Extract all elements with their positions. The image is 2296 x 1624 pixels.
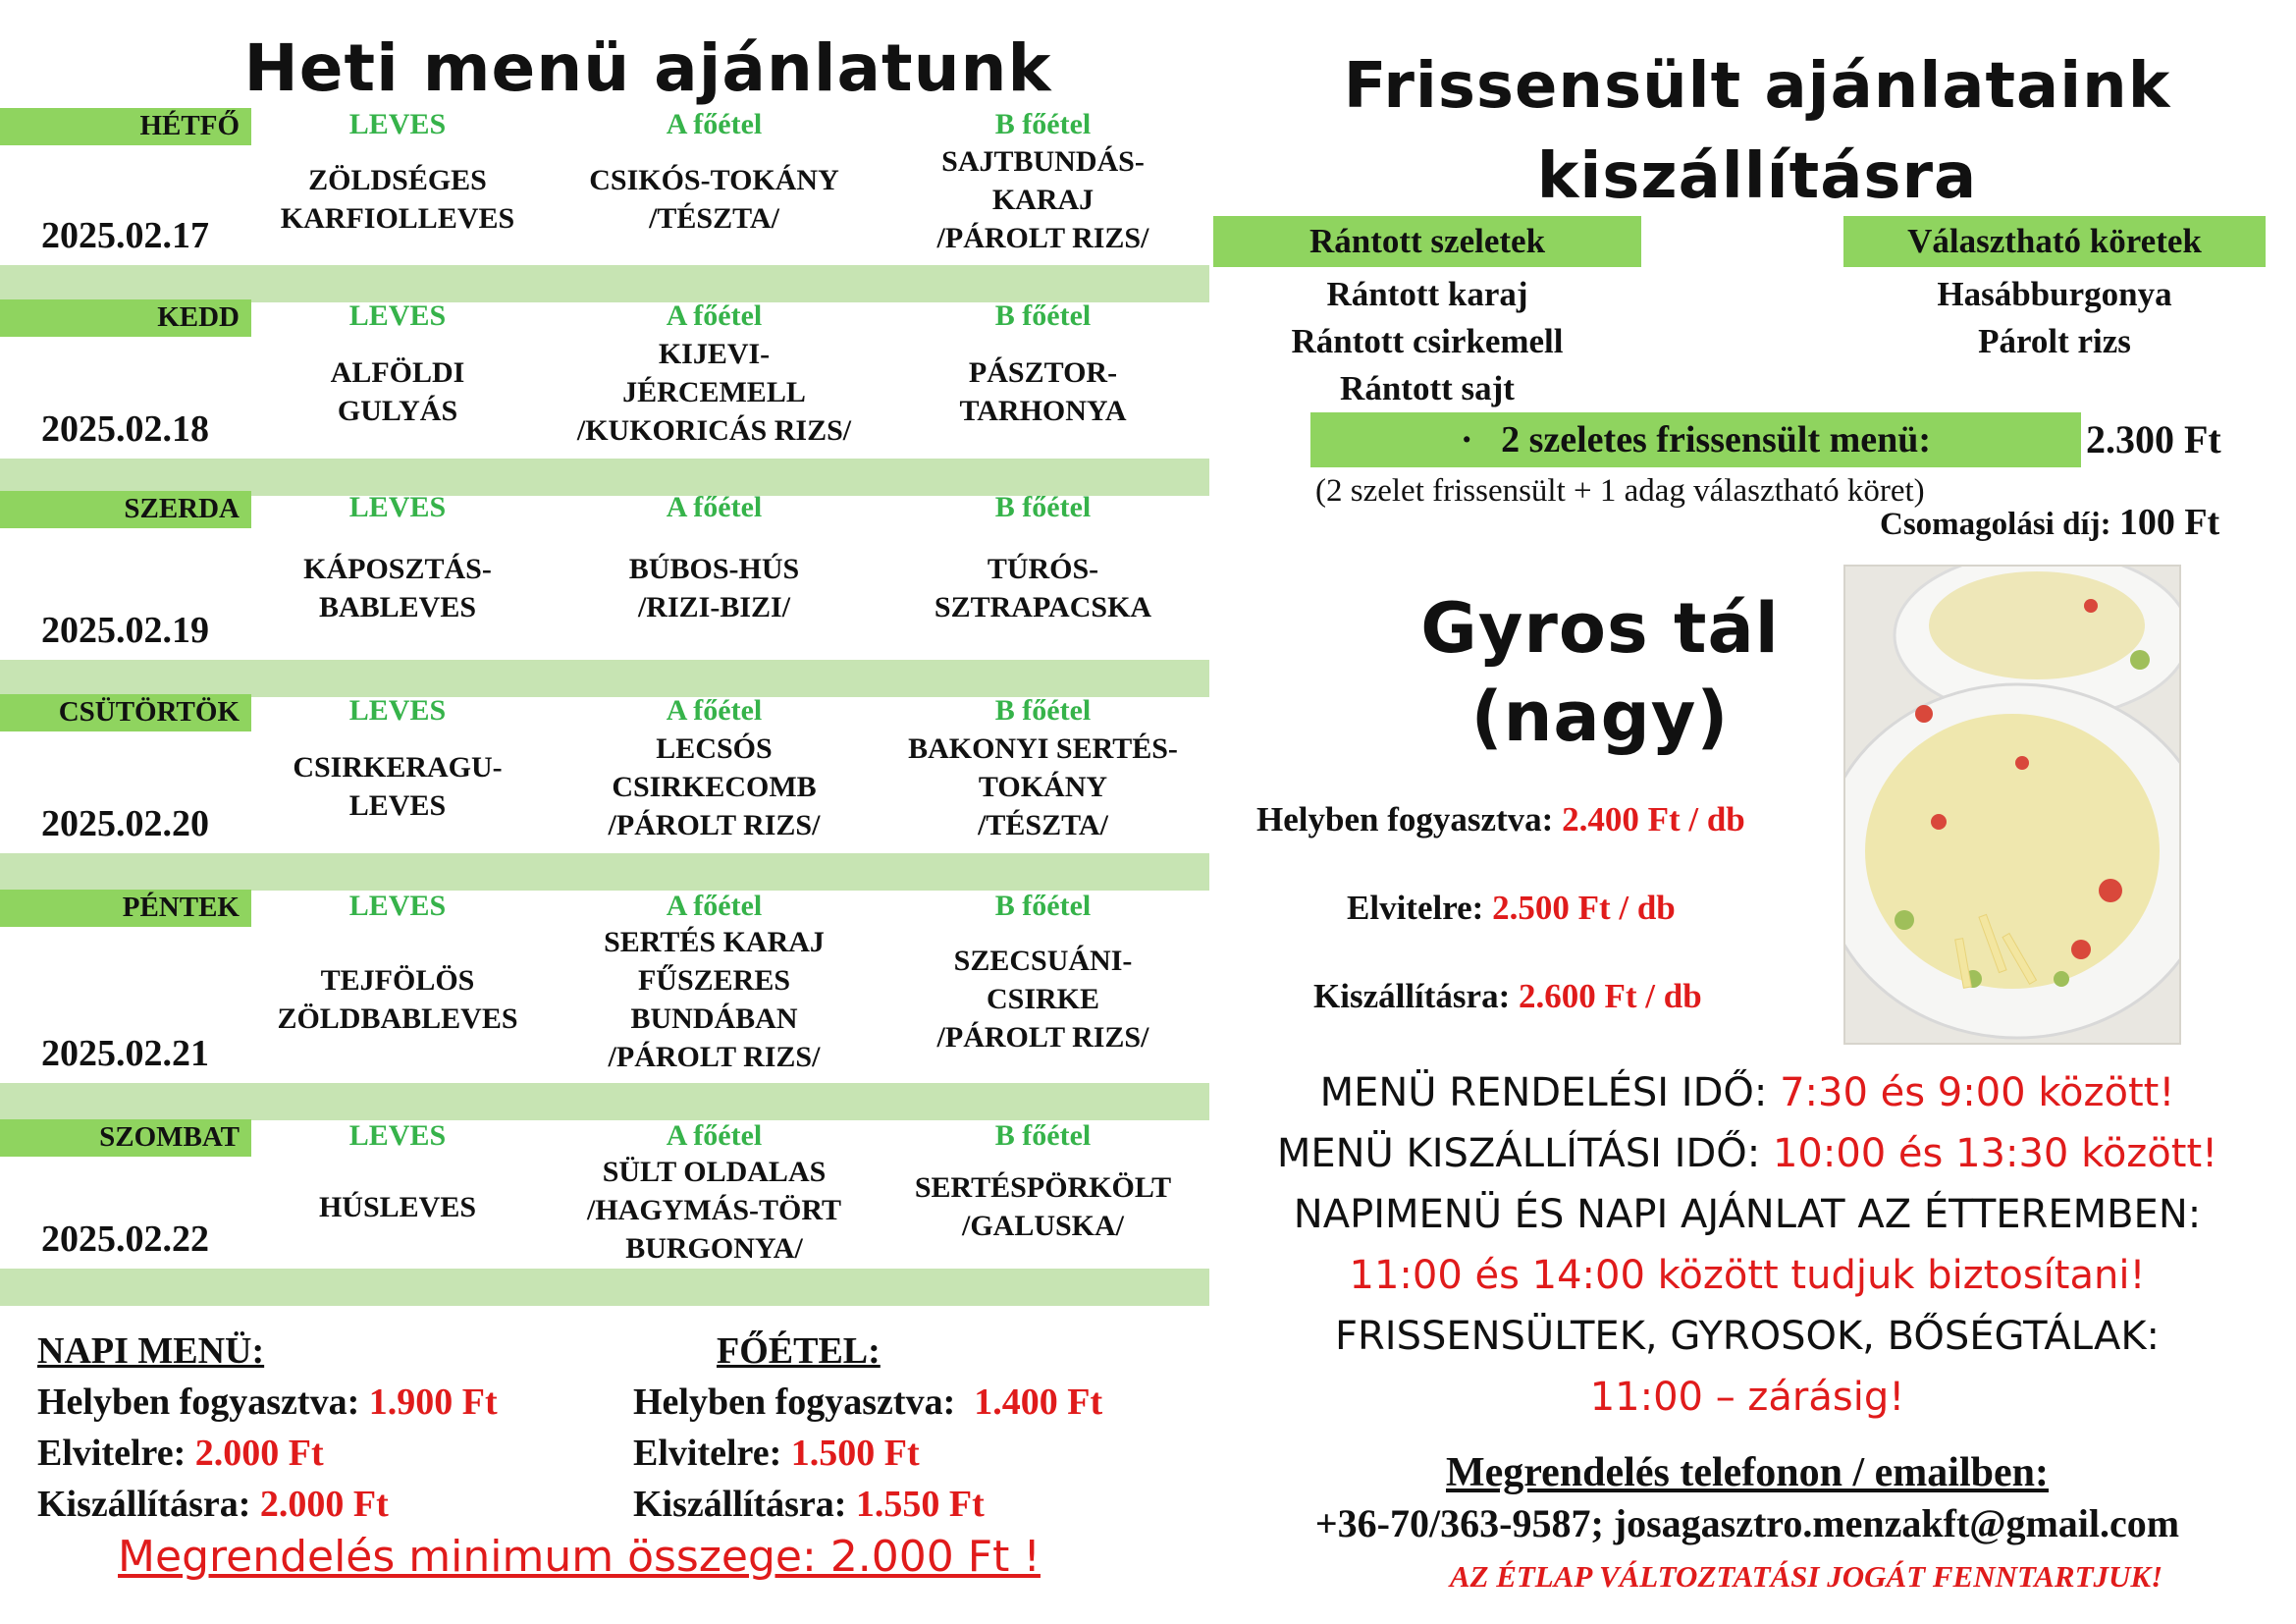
soup-dish — [250, 1188, 545, 1226]
main-a-header: A főétel — [666, 108, 763, 140]
day-date: 2025.02.20 — [41, 803, 209, 844]
main-a-dish — [550, 161, 879, 238]
fried-subtitle: kiszállításra — [1536, 140, 1978, 213]
day-date: 2025.02.22 — [41, 1218, 209, 1260]
price-value: 2.000 Ft — [259, 1484, 389, 1525]
napi-menu-block — [37, 1326, 646, 1530]
order-time-label: MENÜ RENDELÉSI IDŐ: — [1319, 1070, 1781, 1115]
cutlets-header: Rántott szeletek — [1213, 216, 1641, 267]
gyros-title-line: Gyros tál — [1420, 588, 1780, 669]
soup-header: LEVES — [348, 491, 447, 523]
gyros-price-row — [1313, 977, 1702, 1016]
cutlet-item: Rántott karaj — [1326, 275, 1528, 313]
row-separator — [0, 1269, 1209, 1306]
fried-menu-bar — [1310, 412, 2081, 467]
soup-dish — [250, 961, 545, 1038]
day-bar — [0, 108, 251, 145]
min-order-note: Megrendelés minimum összege: 2.000 Ft ! — [118, 1532, 1041, 1582]
soup-dish — [250, 161, 545, 238]
row-separator — [0, 1083, 1209, 1120]
row-separator — [0, 853, 1209, 891]
gyros-title — [1306, 584, 1895, 761]
dish-line: BABLEVES — [318, 591, 477, 623]
dish-line: HÚSLEVES — [318, 1190, 477, 1223]
foetel-title: FŐÉTEL: — [717, 1330, 881, 1372]
day-name: CSÜTÖRTÖK — [58, 696, 240, 728]
side-item: Hasábburgonya — [1937, 275, 2172, 313]
napi-menu-row — [37, 1377, 646, 1428]
day-date: 2025.02.17 — [41, 215, 209, 256]
day-name: HÉTFŐ — [139, 110, 240, 141]
main-a-header: A főétel — [666, 694, 763, 727]
dish-line: TOKÁNY — [978, 770, 1108, 803]
dish-line: /PÁROLT RIZS/ — [608, 1041, 821, 1073]
restaurant-menu-line: NAPIMENÜ ÉS NAPI AJÁNLAT AZ ÉTTEREMBEN: — [1293, 1192, 2202, 1237]
gyros-size: (nagy) — [1470, 677, 1730, 757]
main-b-header: B főétel — [994, 299, 1092, 332]
day-name: SZERDA — [124, 493, 240, 524]
dish-line: SERTÉS KARAJ — [604, 926, 825, 958]
dish-line: BÚBOS-HÚS — [628, 553, 800, 585]
contact-details: +36-70/363-9587; josagasztro.menzakft@gmail.com — [1314, 1501, 2180, 1545]
dish-line: CSIRKECOMB — [612, 770, 817, 803]
foetel-block — [633, 1326, 1222, 1530]
dish-line: /RIZI-BIZI/ — [637, 591, 791, 623]
soup-dish — [250, 353, 545, 430]
dish-line: KIJEVI- — [658, 337, 771, 370]
price-label: Kiszállításra: — [1313, 977, 1511, 1015]
day-bar — [0, 491, 251, 528]
dish-line: /PÁROLT RIZS/ — [936, 221, 1149, 254]
day-name: PÉNTEK — [122, 892, 240, 923]
gyros-plate-illustration — [1845, 567, 2179, 1043]
price-value: 1.400 Ft — [974, 1381, 1103, 1423]
packaging-price: 100 Ft — [2118, 502, 2220, 543]
day-bar — [0, 299, 251, 337]
dish-line: BUNDÁBAN — [630, 1002, 798, 1035]
price-value: 2.600 Ft / db — [1519, 977, 1702, 1015]
dish-line: SERTÉSPÖRKÖLT — [914, 1171, 1172, 1204]
delivery-time-value: 10:00 és 13:30 között! — [1772, 1131, 2218, 1176]
dish-line: TEJFÖLÖS — [320, 963, 475, 997]
dish-line: /GALUSKA/ — [961, 1210, 1125, 1242]
cutlet-item: Rántott sajt — [1340, 369, 1515, 407]
main-b-dish — [879, 730, 1207, 844]
main-b-dish — [879, 353, 1207, 430]
dish-line: FŰSZERES — [637, 964, 791, 997]
dish-line: ZÖLDSÉGES — [308, 164, 487, 196]
price-label: Helyben fogyasztva: — [633, 1381, 956, 1423]
day-date: 2025.02.21 — [41, 1033, 209, 1074]
row-separator — [0, 265, 1209, 302]
main-a-header: A főétel — [666, 890, 763, 922]
price-value: 1.900 Ft — [368, 1381, 498, 1423]
contact-title: Megrendelés telefonon / emailben: — [1446, 1450, 2049, 1495]
dish-line: PÁSZTOR- — [968, 356, 1118, 389]
price-label: Helyben fogyasztva: — [1256, 800, 1554, 839]
dish-line: ALFÖLDI — [330, 356, 465, 389]
price-label: Elvitelre: — [633, 1433, 782, 1474]
price-value: 1.500 Ft — [790, 1433, 920, 1474]
bullet: · — [1460, 419, 1473, 460]
napi-menu-title: NAPI MENÜ: — [37, 1330, 265, 1372]
sides-header: Választható köretek — [1843, 216, 2266, 267]
packaging-label: Csomagolási díj: — [1880, 507, 2111, 542]
fried-menu-label: 2 szeletes frissensült menü: — [1501, 419, 1932, 460]
dish-line: /TÉSZTA/ — [978, 808, 1108, 841]
dish-line: GULYÁS — [337, 395, 458, 427]
price-value: 2.400 Ft / db — [1562, 800, 1745, 839]
weekly-menu-title: Heti menü ajánlatunk — [243, 30, 1052, 106]
delivery-time-line — [1217, 1123, 2277, 1184]
dish-line: KARAJ — [991, 183, 1095, 216]
dish-line: LEVES — [348, 789, 447, 822]
price-value: 2.000 Ft — [194, 1433, 324, 1474]
fried-menu-price: 2.300 Ft — [2086, 417, 2221, 461]
dish-line: SAJTBUNDÁS- — [941, 144, 1145, 178]
dish-line: SZTRAPACSKA — [934, 591, 1152, 623]
main-a-header: A főétel — [666, 1119, 763, 1152]
main-b-header: B főétel — [994, 108, 1092, 140]
fried-gyros-line: FRISSENSÜLTEK, GYROSOK, BŐSÉGTÁLAK: — [1334, 1314, 2161, 1359]
dish-line: ZÖLDBABLEVES — [277, 1001, 518, 1035]
soup-header: LEVES — [348, 890, 447, 922]
day-name: KEDD — [157, 301, 240, 333]
dish-line: BURGONYA/ — [625, 1232, 803, 1265]
packaging-fee — [1880, 501, 2219, 544]
dish-line: SZECSUÁNI- — [953, 945, 1133, 977]
dish-line: BAKONYI SERTÉS- — [908, 731, 1178, 765]
day-date: 2025.02.18 — [41, 408, 209, 450]
dish-line: /PÁROLT RIZS/ — [608, 808, 821, 841]
disclaimer: AZ ÉTLAP VÁLTOZTATÁSI JOGÁT FENNTARTJUK! — [1449, 1559, 2163, 1594]
day-bar — [0, 1119, 251, 1157]
foetel-row — [633, 1377, 1222, 1428]
gyros-photo — [1843, 565, 2181, 1045]
main-b-dish — [879, 1168, 1207, 1245]
main-b-dish — [879, 550, 1207, 626]
soup-header: LEVES — [348, 299, 447, 332]
restaurant-hours-line: 11:00 és 14:00 között tudjuk biztosítani! — [1349, 1253, 2146, 1298]
main-b-header: B főétel — [994, 890, 1092, 922]
dish-line: /KUKORICÁS RIZS/ — [576, 413, 852, 447]
dish-line: KÁPOSZTÁS- — [303, 553, 492, 585]
main-a-dish — [550, 1153, 879, 1268]
dish-line: CSIKÓS-TOKÁNY — [589, 164, 839, 196]
price-label: Elvitelre: — [37, 1433, 187, 1474]
soup-dish — [250, 550, 545, 626]
main-a-dish — [550, 923, 879, 1076]
soup-dish — [250, 748, 545, 825]
day-bar — [0, 694, 251, 731]
dish-line: CSIRKERAGU- — [293, 751, 503, 784]
soup-header: LEVES — [348, 1119, 447, 1152]
main-b-header: B főétel — [994, 1119, 1092, 1152]
main-a-header: A főétel — [666, 299, 763, 332]
fried-menu-note: (2 szelet frissensült + 1 adag választható köret) — [1315, 473, 1925, 509]
dish-line: LECSÓS — [656, 731, 773, 765]
gyros-price-row — [1256, 800, 1745, 839]
main-b-dish — [879, 942, 1207, 1056]
price-value: 1.550 Ft — [855, 1484, 985, 1525]
dish-line: TÚRÓS- — [987, 553, 1099, 585]
side-item: Párolt rizs — [1978, 322, 2131, 360]
main-a-dish — [550, 730, 879, 844]
day-name: SZOMBAT — [99, 1121, 240, 1153]
dish-line: TARHONYA — [959, 395, 1127, 427]
napi-menu-row — [37, 1428, 646, 1479]
soup-header: LEVES — [348, 694, 447, 727]
main-a-dish — [550, 335, 879, 450]
day-date: 2025.02.19 — [41, 610, 209, 651]
fried-gyros-hours-line: 11:00 – zárásig! — [1589, 1375, 1905, 1420]
price-label: Kiszállításra: — [37, 1484, 251, 1525]
main-b-dish — [879, 142, 1207, 257]
dish-line: /PÁROLT RIZS/ — [936, 1021, 1149, 1054]
gyros-price-row — [1347, 889, 1676, 928]
dish-line: /HAGYMÁS-TÖRT — [587, 1194, 841, 1226]
price-label: Kiszállításra: — [633, 1484, 847, 1525]
foetel-row — [633, 1428, 1222, 1479]
dish-line: /TÉSZTA/ — [649, 202, 779, 235]
order-time-line — [1217, 1062, 2277, 1123]
dish-line: SÜLT OLDALAS — [602, 1156, 827, 1188]
dish-line: JÉRCEMELL — [622, 375, 806, 408]
dish-line: KARFIOLLEVES — [280, 202, 515, 235]
delivery-time-label: MENÜ KISZÁLLÍTÁSI IDŐ: — [1276, 1131, 1773, 1176]
day-bar — [0, 890, 251, 927]
row-separator — [0, 660, 1209, 697]
main-a-header: A főétel — [666, 491, 763, 523]
foetel-row — [633, 1479, 1222, 1530]
price-value: 2.500 Ft / db — [1492, 889, 1676, 927]
soup-header: LEVES — [348, 108, 447, 140]
main-b-header: B főétel — [994, 694, 1092, 727]
main-a-dish — [550, 550, 879, 626]
dish-line: CSIRKE — [986, 983, 1100, 1015]
price-label: Helyben fogyasztva: — [37, 1381, 360, 1423]
main-b-header: B főétel — [994, 491, 1092, 523]
fried-title: Frissensült ajánlataink — [1343, 50, 2171, 123]
cutlet-item: Rántott csirkemell — [1291, 322, 1564, 360]
price-label: Elvitelre: — [1347, 889, 1484, 927]
napi-menu-row — [37, 1479, 646, 1530]
order-time-value: 7:30 és 9:00 között! — [1780, 1070, 2175, 1115]
